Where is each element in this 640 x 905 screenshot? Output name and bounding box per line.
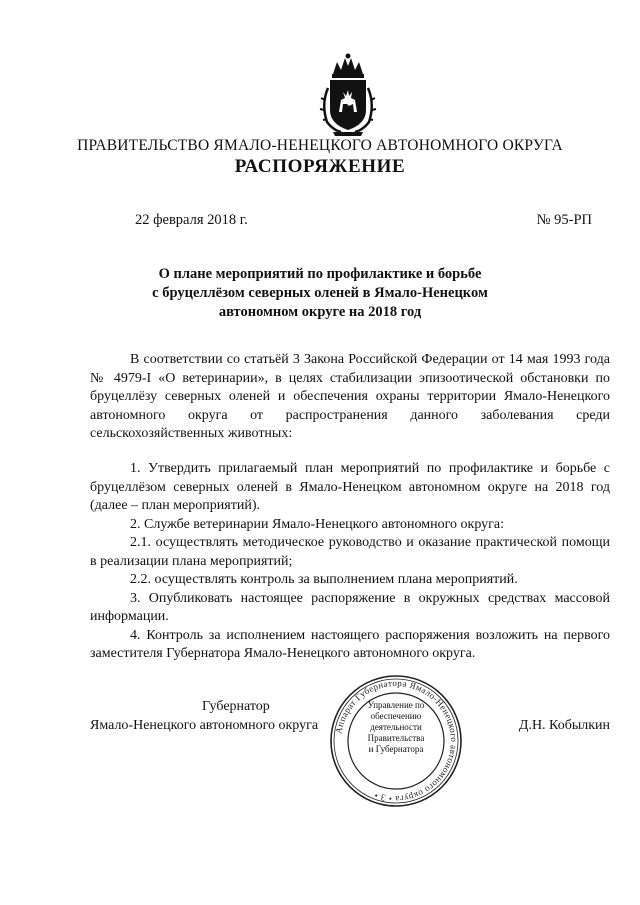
svg-text:Аппарат Губернатора Ямало-Нене: Аппарат Губернатора Ямало-Ненецкого автономного округа • 3 • (333, 677, 460, 805)
document-type-heading: РАСПОРЯЖЕНИЕ (234, 156, 406, 177)
signatory-name: Д.Н. Кобылкин (518, 718, 610, 733)
document-title (0, 265, 640, 322)
stamp-line: деятельности (370, 722, 422, 732)
document-date: 22 февраля 2018 г. (135, 212, 248, 228)
coat-of-arms-emblem (319, 52, 377, 138)
order-item-3: 3. Опубликовать настоящее распоряжение в окружных средствах массовой информации. (90, 590, 610, 624)
order-items (90, 460, 610, 664)
title-line: с бруцеллёзом северных оленей в Ямало-Ненецком (152, 285, 488, 301)
preamble-paragraph: В соответствии со статьёй 3 Закона Российской Федерации от 14 мая 1993 года № 4979-I «О ветеринарии», в целях стабилизации эпизоотической обстановки по бруцеллёзу северных оленей и обеспечения охраны территории Ямало-Ненецкого автономного округа от распространения данного заболевания среди сельскохозяйственных животных: (90, 352, 610, 441)
preamble-section (90, 351, 610, 444)
order-item-2: 2. Службе ветеринарии Ямало-Ненецкого автономного округа: (130, 516, 504, 532)
signatory-title: Губернатор (202, 699, 270, 714)
document-number: № 95-РП (536, 212, 592, 228)
order-item-2-1: 2.1. осуществлять методическое руководство и оказание практической помощи в реализации плана мероприятий; (90, 535, 610, 569)
order-item-2-2: 2.2. осуществлять контроль за выполнением плана мероприятий. (130, 572, 518, 587)
stamp-line: обеспечению (370, 711, 422, 721)
stamp-line: и Губернатора (368, 744, 424, 754)
order-item-1: 1. Утвердить прилагаемый план мероприятий по профилактике и борьбе с бруцеллёзом северных оленей в Ямало-Ненецком автономном округе на 2018 год (далее – план мероприятий). (90, 461, 610, 513)
title-line: О плане мероприятий по профилактике и борьбе (158, 266, 482, 282)
stamp-inner-text (352, 700, 440, 755)
stamp-line: Правительства (367, 733, 425, 743)
stamp-line: Управление по (367, 700, 425, 710)
order-item-4: 4. Контроль за исполнением настоящего распоряжения возложить на первого заместителя Губернатора Ямало-Ненецкого автономного округа. (90, 627, 610, 661)
signatory-organization: Ямало-Ненецкого автономного округа (90, 718, 319, 733)
organization-heading: ПРАВИТЕЛЬСТВО ЯМАЛО-НЕНЕЦКОГО АВТОНОМНОГО ОКРУГА (77, 137, 563, 154)
title-line: автономном округе на 2018 год (218, 304, 422, 320)
